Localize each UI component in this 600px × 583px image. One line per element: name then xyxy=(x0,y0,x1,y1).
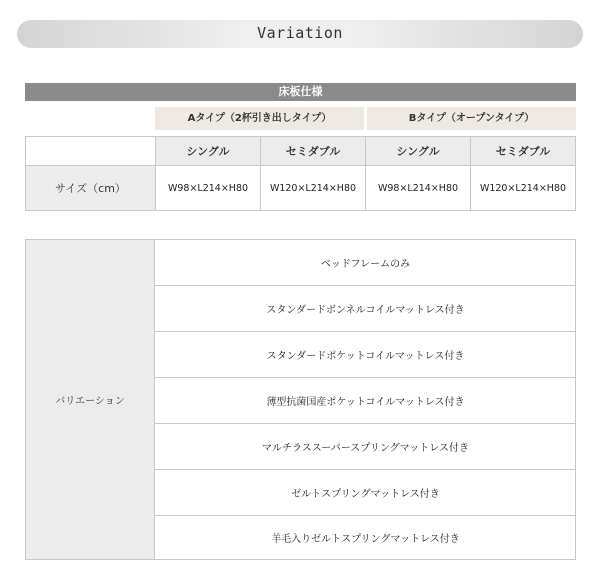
corner-cell xyxy=(25,136,156,166)
size-row-label: サイズ（cm） xyxy=(25,165,156,211)
variation-item-zelt: ゼルトスプリングマットレス付き xyxy=(291,488,440,500)
variation-item-thin-pocket: 薄型抗菌国産ポケットコイルマットレス付き xyxy=(266,396,465,408)
variation-item-wool-zelt: 羊毛入りゼルトスプリングマットレス付き xyxy=(271,534,460,545)
page-title: Variation xyxy=(257,24,343,42)
dimension-cell: W120×L214×H80 xyxy=(260,165,366,211)
variation-item-multilath: マルチラススーパースプリングマットレス付き xyxy=(262,442,469,454)
size-header-b-single: シングル xyxy=(365,136,471,166)
dimension-cell: W120×L214×H80 xyxy=(470,165,576,211)
type-a-header: Aタイプ（2杯引き出しタイプ） xyxy=(155,107,364,130)
type-b-header: Bタイプ（オープンタイプ） xyxy=(367,107,576,130)
variation-banner xyxy=(17,20,583,48)
dimension-cell: W98×L214×H80 xyxy=(155,165,261,211)
variation-item-frame-only: ベッドフレームのみ xyxy=(320,258,411,270)
variation-item-bonnell: スタンダードボンネルコイルマットレス付き xyxy=(266,304,465,316)
dimension-cell: W98×L214×H80 xyxy=(365,165,471,211)
size-header-a-single: シングル xyxy=(155,136,261,166)
size-header-a-semidouble: セミダブル xyxy=(260,136,366,166)
size-header-b-semidouble: セミダブル xyxy=(470,136,576,166)
variation-item-pocket: スタンダードポケットコイルマットレス付き xyxy=(266,350,465,362)
variation-label: バリエーション xyxy=(25,239,155,560)
spec-table-title: 床板仕様 xyxy=(25,83,576,101)
